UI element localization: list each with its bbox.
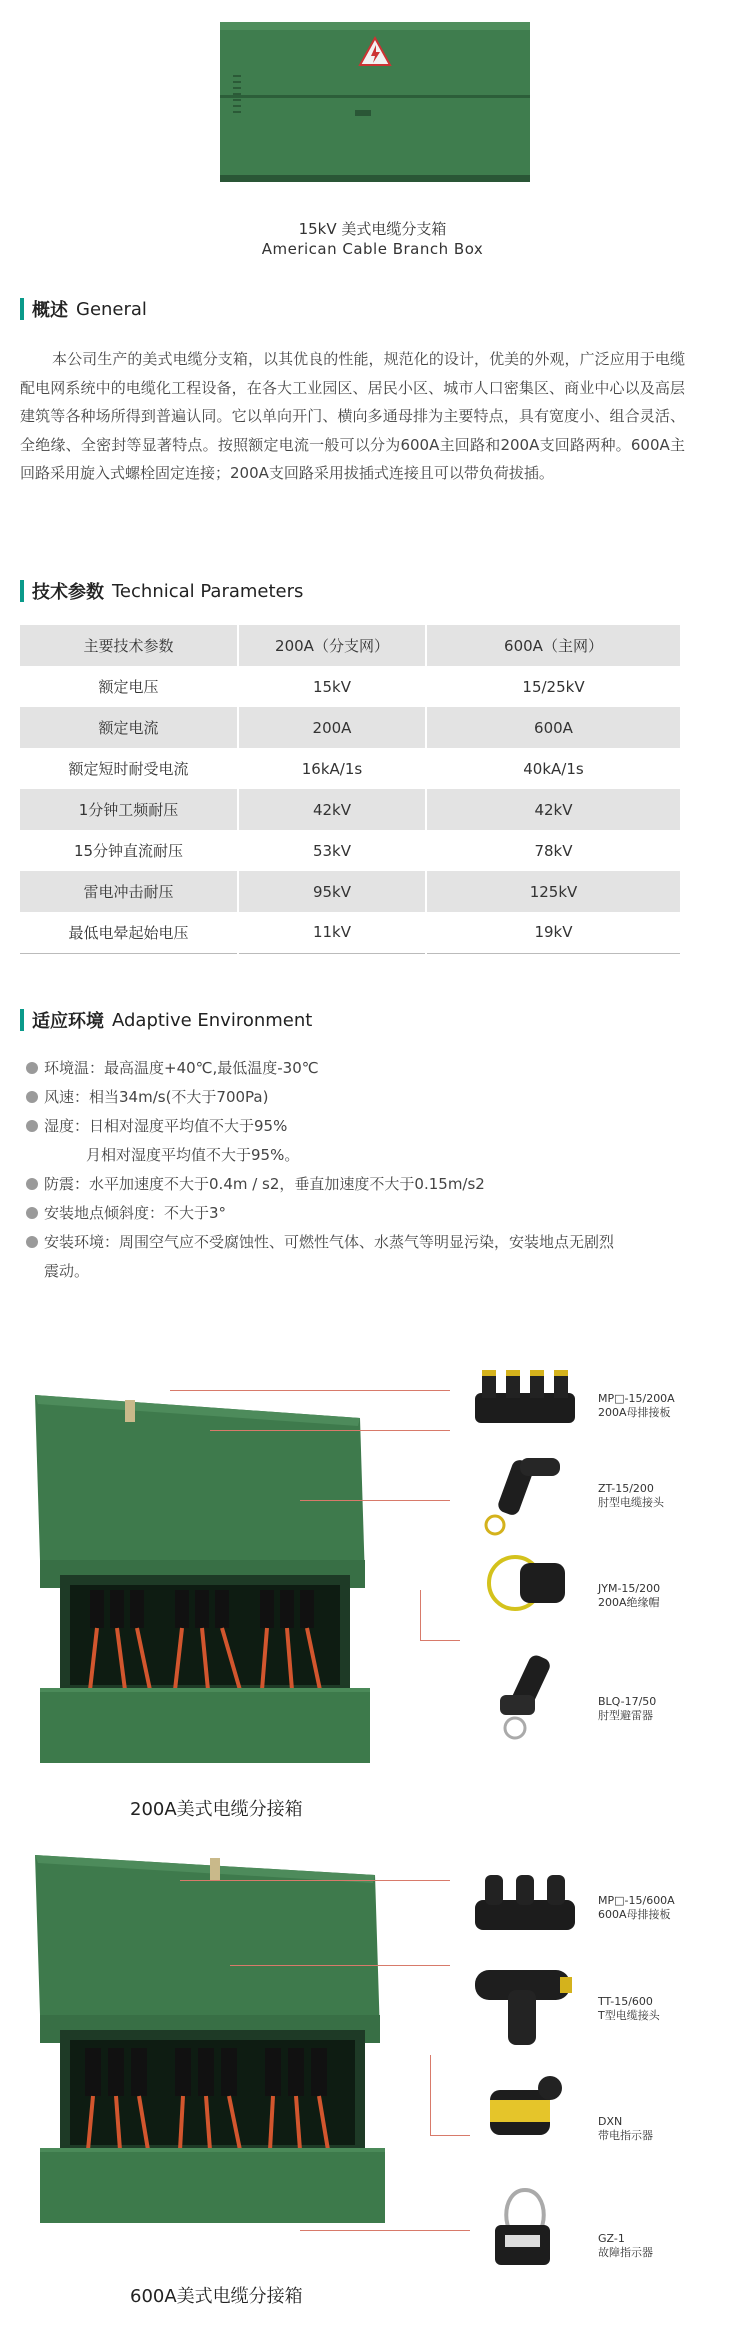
table-cell: 19kV xyxy=(426,912,680,953)
part-label xyxy=(598,1582,660,1610)
part-code: JYM-15/200 xyxy=(598,1582,661,1595)
table-header-cell: 200A（分支网） xyxy=(238,625,426,666)
section-title-cn: 技术参数 xyxy=(32,582,104,603)
bullet-icon xyxy=(26,1207,38,1219)
part-code: MP□-15/600A xyxy=(598,1894,675,1907)
table-row xyxy=(20,707,680,748)
list-item-continuation xyxy=(26,1257,686,1286)
technical-parameters-table xyxy=(20,625,680,954)
part-code: BLQ-17/50 xyxy=(598,1695,657,1708)
section-title-en: General xyxy=(76,298,147,320)
part-label xyxy=(598,1392,675,1420)
list-item-text: 月相对湿度平均值不大于95%。 xyxy=(86,1146,300,1164)
leader-line xyxy=(430,2055,431,2135)
table-cell: 16kA/1s xyxy=(238,748,426,789)
table-cell: 最低电晕起始电压 xyxy=(20,912,238,953)
table-cell: 15kV xyxy=(238,666,426,707)
product-caption-en: American Cable Branch Box xyxy=(261,240,484,258)
section-accent-bar xyxy=(20,1009,24,1031)
t-connector-part-image xyxy=(470,1955,580,2050)
part-label xyxy=(598,2232,653,2260)
list-item xyxy=(26,1228,686,1257)
leader-line xyxy=(420,1590,421,1640)
environment-list xyxy=(26,1054,686,1286)
busbar-200a-part-image xyxy=(470,1368,580,1428)
product-caption-cn: 15kV 美式电缆分支箱 xyxy=(298,220,447,238)
list-item xyxy=(26,1199,686,1228)
list-item-text: 环境温：最高温度+40℃,最低温度-30℃ xyxy=(44,1059,319,1077)
part-name: 带电指示器 xyxy=(598,2129,653,2142)
table-cell: 95kV xyxy=(238,871,426,912)
table-cell: 11kV xyxy=(238,912,426,953)
section-title-general xyxy=(20,296,147,322)
table-cell: 15分钟直流耐压 xyxy=(73,842,184,860)
part-name: 600A母排接板 xyxy=(598,1908,671,1921)
list-item xyxy=(26,1170,686,1199)
general-paragraph: 本公司生产的美式电缆分支箱，以其优良的性能，规范化的设计，优美的外观，广泛应用于电缆配电网系统中的电缆化工程设备，在各大工业园区、居民小区、城市人口密集区、商业中心以及高层建筑等各种场所得到普遍认同。它以单向开门、横向多通母排为主要特点，具有宽度小、组合灵活、全绝缘、全密封等显著特点。按照额定电流一般可以分为600A主回路和200A支回路两种。600A主回路采用旋入式螺栓固定连接；200A支回路采用拔插式连接且可以带负荷拔插。 xyxy=(20,350,685,482)
leader-line xyxy=(420,1640,460,1641)
section-title-en: Technical Parameters xyxy=(112,580,304,602)
table-cell: 额定电压 xyxy=(98,678,159,696)
elbow-arrester-part-image xyxy=(475,1650,575,1745)
part-label xyxy=(598,1995,660,2023)
table-cell: 40kA/1s xyxy=(426,748,680,789)
part-label xyxy=(598,1894,675,1922)
list-item-text: 安装环境：周围空气应不受腐蚀性、可燃性气体、水蒸气等明显污染，安装地点无剧烈 xyxy=(44,1233,615,1251)
bullet-icon xyxy=(26,1236,38,1248)
list-item-continuation xyxy=(26,1141,686,1170)
section-title-technical xyxy=(20,578,303,604)
list-item xyxy=(26,1054,686,1083)
table-cell: 额定电流 xyxy=(20,707,238,748)
table-cell: 200A xyxy=(238,707,426,748)
table-row xyxy=(20,871,680,912)
section-title-environment xyxy=(20,1007,312,1033)
section-accent-bar xyxy=(20,298,24,320)
section-title-en: Adaptive Environment xyxy=(112,1009,313,1031)
bullet-icon xyxy=(26,1178,38,1190)
leader-line xyxy=(300,2230,470,2231)
table-cell: 雷电冲击耐压 xyxy=(20,871,238,912)
part-name: 肘型电缆接头 xyxy=(598,1496,664,1509)
leader-line xyxy=(230,1965,450,1966)
table-row xyxy=(20,789,680,830)
part-label xyxy=(598,2115,653,2143)
leader-line xyxy=(180,1880,450,1881)
part-name: T型电缆接头 xyxy=(598,2009,660,2022)
table-cell: 53kV xyxy=(238,830,426,871)
part-code: ZT-15/200 xyxy=(598,1482,654,1495)
fault-indicator-part-image xyxy=(470,2180,580,2280)
part-code: MP□-15/200A xyxy=(598,1392,675,1405)
bullet-icon xyxy=(26,1120,38,1132)
table-header-row xyxy=(20,625,680,666)
table-cell: 15/25kV xyxy=(426,666,680,707)
part-code: DXN xyxy=(598,2115,623,2128)
section-accent-bar xyxy=(20,580,24,602)
table-header-cell: 主要技术参数 xyxy=(20,625,238,666)
box-600a-photo xyxy=(30,1850,420,2230)
leader-line xyxy=(430,2135,470,2136)
part-label xyxy=(598,1482,664,1510)
leader-line xyxy=(210,1430,450,1431)
box-600a-caption: 600A美式电缆分接箱 xyxy=(130,2286,303,2307)
table-cell: 额定短时耐受电流 xyxy=(68,760,189,778)
table-cell: 1分钟工频耐压 xyxy=(20,789,238,830)
section-title-cn: 适应环境 xyxy=(32,1011,104,1032)
section-title-cn: 概述 xyxy=(32,300,68,321)
bullet-icon xyxy=(26,1062,38,1074)
part-code: GZ-1 xyxy=(598,2232,625,2245)
list-item-text: 湿度：日相对湿度平均值不大于95% xyxy=(44,1117,288,1135)
list-item xyxy=(26,1112,686,1141)
part-name: 200A母排接板 xyxy=(598,1406,671,1419)
box-200a-photo xyxy=(30,1390,410,1770)
list-item-text: 震动。 xyxy=(44,1262,90,1280)
table-row xyxy=(20,830,680,871)
table-cell: 42kV xyxy=(426,789,680,830)
part-name: 200A绝缘帽 xyxy=(598,1596,660,1609)
table-cell: 78kV xyxy=(426,830,680,871)
list-item xyxy=(26,1083,686,1112)
insulating-cap-part-image xyxy=(475,1548,575,1628)
elbow-connector-part-image xyxy=(475,1450,575,1540)
box-200a-caption: 200A美式电缆分接箱 xyxy=(130,1799,303,1820)
table-cell: 42kV xyxy=(238,789,426,830)
list-item-text: 安装地点倾斜度：不大于3° xyxy=(44,1204,227,1222)
bullet-icon xyxy=(26,1091,38,1103)
table-row xyxy=(20,912,680,953)
cable-branch-box-image xyxy=(215,20,535,185)
busbar-600a-part-image xyxy=(470,1870,580,1935)
table-row xyxy=(20,748,680,789)
table-cell: 600A xyxy=(426,707,680,748)
part-code: TT-15/600 xyxy=(598,1995,653,2008)
list-item-text: 防震：水平加速度不大于0.4m / s2，垂直加速度不大于0.15m/s2 xyxy=(44,1175,485,1193)
part-label xyxy=(598,1695,656,1723)
leader-line xyxy=(170,1390,450,1391)
part-name: 肘型避雷器 xyxy=(598,1709,653,1722)
list-item-text: 风速：相当34m/s(不大于700Pa) xyxy=(44,1088,269,1106)
part-name: 故障指示器 xyxy=(598,2246,653,2259)
table-cell: 125kV xyxy=(426,871,680,912)
live-indicator-part-image xyxy=(475,2070,575,2160)
table-header-cell: 600A（主网） xyxy=(426,625,680,666)
table-row xyxy=(20,666,680,707)
leader-line xyxy=(300,1500,450,1501)
